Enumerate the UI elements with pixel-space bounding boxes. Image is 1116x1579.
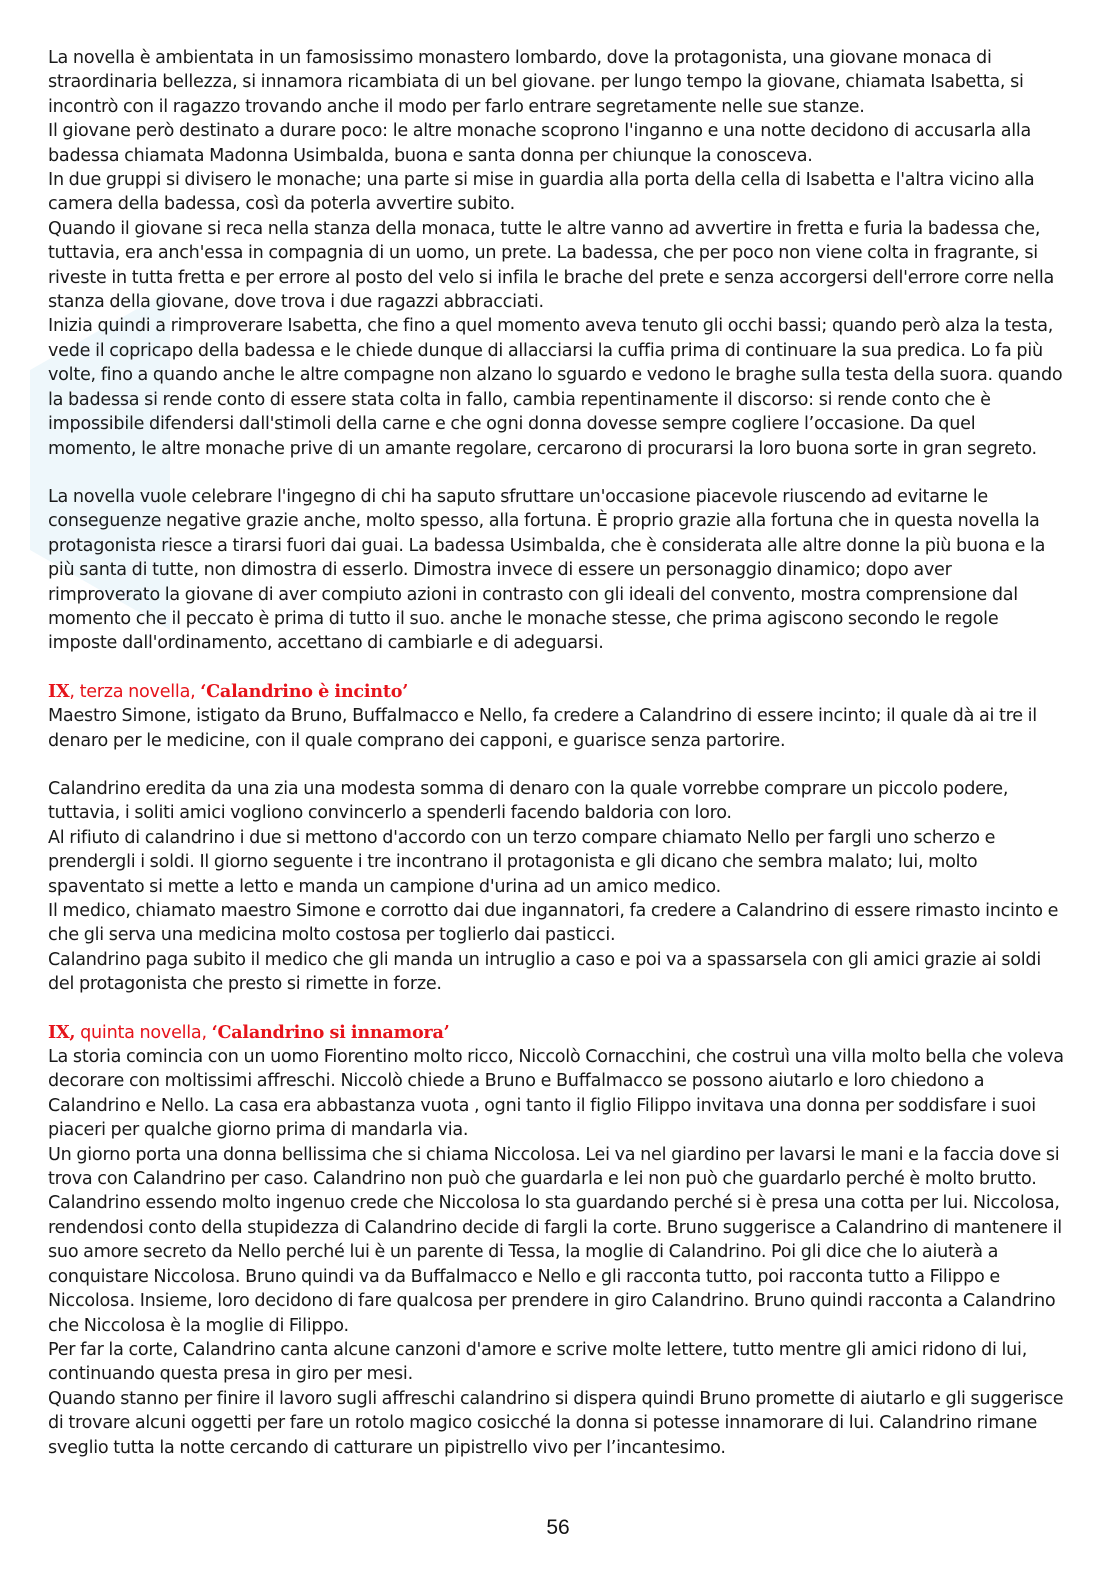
paragraph-spacer <box>48 656 1068 680</box>
paragraph: Calandrino eredita da una zia una modesta somma di denaro con la quale vorrebbe comprare un piccolo podere, tuttavia, i soliti amici vogliono convincerlo a spenderli facendo baldoria con loro. <box>48 778 1009 824</box>
paragraph: Un giorno porta una donna bellissima che si chiama Niccolosa. Lei va nel giardino per lavarsi le mani e la faccia dove si trova con Calandrino per caso. Calandrino non può che guardarla e lei non può che guardarlo perché è molto brutto. Calandrino essendo molto ingenuo crede che Niccolosa lo sta guardando perché si è presa una cotta per lui. Niccolosa, rendendosi conto della stupidezza di Calandrino decide di fargli la corte. Bruno suggerisce a Calandrino di mantenere il suo amore secreto da Nello perché lui è un parente di Tessa, la moglie di Calandrino. Poi gli dice che lo aiuterà a conquistare Niccolosa. Bruno quindi va da Buffalmacco e Nello e gli racconta tutto, poi racconta tutto a Filippo e Niccolosa. Insieme, loro decidono di fare qualcosa per prendere in giro Calandrino. Bruno quindi racconta a Calandrino che Niccolosa è la moglie di Filippo. <box>48 1144 1062 1336</box>
paragraph: Quando il giovane si reca nella stanza della monaca, tutte le altre vanno ad avvertire in fretta e furia la badessa che, tuttavia, era anch'essa in compagnia di un uomo, un prete. La badessa, che per poco non viene colta in fragrante, si riveste in tutta fretta e per errore al posto del velo si infila le brache del prete e senza accorgersi dell'errore corre nella stanza della giovane, dove trova i due ragazzi abbracciati. <box>48 218 1055 313</box>
paragraph: Il giovane però destinato a durare poco: le altre monache scoprono l'inganno e una notte decidono di accusarla alla badessa chiamata Madonna Usimbalda, buona e santa donna per chiunque la conosceva. <box>48 121 1032 166</box>
document-body <box>48 46 1068 1460</box>
page-number: 56 <box>546 1516 570 1539</box>
paragraph: La storia comincia con un uomo Fiorentino molto ricco, Niccolò Cornacchini, che costruì una villa molto bella che voleva decorare con moltissimi affreschi. Niccolò chiede a Bruno e Buffalmacco se possono aiutarlo e loro chiedono a Calandrino e Nello. La casa era abbastanza vuota , ogni tanto il figlio Filippo invitava una donna per soddisfare i suoi piaceri per qualche giorno prima di mandarla via. <box>48 1047 1064 1141</box>
heading-novella-label: , terza novella, <box>69 681 201 702</box>
heading-title: ‘Calandrino si innamora’ <box>211 1021 450 1043</box>
heading-novella-label: quinta novella, <box>75 1022 212 1043</box>
paragraph-spacer <box>48 997 1068 1021</box>
section-heading-terza-novella <box>48 680 1068 704</box>
paragraph: Calandrino paga subito il medico che gli manda un intruglio a caso e poi va a spassarsela con gli amici grazie ai soldi del protagonista che presto si rimette in forze. <box>48 949 1041 995</box>
paragraph: In due gruppi si divisero le monache; una parte si mise in guardia alla porta della cella di Isabetta e l'altra vicino alla camera della badessa, così da poterla avvertire subito. <box>48 170 1035 215</box>
paragraph: Inizia quindi a rimproverare Isabetta, che fino a quel momento aveva tenuto gli occhi bassi; quando però alza la testa, vede il copricapo della badessa e le chiede dunque di allacciarsi la cuffia prima di continuare la sua predica. Lo fa più volte, fino a quando anche le altre compagne non alzano lo sguardo e vedono le braghe sulla testa della suora. quando la badessa si rende conto di essere stata colta in fallo, cambia repentinamente il discorso: si rende conto che è impossibile difendersi dall'stimoli della carne e che ogni donna dovesse sempre cogliere l’occasione. Da quel momento, le altre monache prive di un amante regolare, cercarono di procurarsi la loro buona sorte in gran segreto. <box>48 316 1063 459</box>
paragraph-summary: Maestro Simone, istigato da Bruno, Buffalmacco e Nello, fa credere a Calandrino di essere incinto; il quale dà ai tre il denaro per le medicine, con il quale comprano dei capponi, e guarisce senza partorire. <box>48 706 1037 751</box>
paragraph: Il medico, chiamato maestro Simone e corrotto dai due ingannatori, fa credere a Calandrino di essere rimasto incinto e che gli serva una medicina molto costosa per toglierlo dai pasticci. <box>48 901 1059 946</box>
section-heading-quinta-novella <box>48 1021 1068 1045</box>
paragraph: La novella è ambientata in un famosissimo monastero lombardo, dove la protagonista, una giovane monaca di straordinaria bellezza, si innamora ricambiata di un bel giovane. per lungo tempo la giovane, chiamata Isabetta, si incontrò con il ragazzo trovando anche il modo per farlo entrare segretamente nelle sue stanze. <box>48 48 1024 117</box>
paragraph: Quando stanno per finire il lavoro sugli affreschi calandrino si dispera quindi Bruno promette di aiutarlo e gli suggerisce di trovare alcuni oggetti per fare un rotolo magico cosicché la donna si potesse innamorare di lui. Calandrino rimane sveglio tutta la notte cercando di catturare un pipistrello vivo per l’incantesimo. <box>48 1388 1064 1458</box>
paragraph-spacer <box>48 753 1068 777</box>
heading-day-number: IX <box>48 680 70 702</box>
heading-title: ‘Calandrino è incinto’ <box>200 680 409 702</box>
heading-day-number: IX, <box>48 1021 76 1043</box>
paragraph: Al rifiuto di calandrino i due si mettono d'accordo con un terzo compare chiamato Nello per fargli uno scherzo e prendergli i soldi. Il giorno seguente i tre incontrano il protagonista e gli dicano che sembra malato; lui, molto spaventato si mette a letto e manda un campione d'urina ad un amico medico. <box>48 827 996 897</box>
paragraph: La novella vuole celebrare l'ingegno di chi ha saputo sfruttare un'occasione piacevole riuscendo ad evitarne le conseguenze negative grazie anche, molto spesso, alla fortuna. È proprio grazie alla fortuna che in questa novella la protagonista riesce a tirarsi fuori dai guai. La badessa Usimbalda, che è considerata alle altre donne la più buona e la più santa di tutte, non dimostra di esserlo. Dimostra invece di essere un personaggio dinamico; dopo aver rimproverato la giovane di aver compiuto azioni in contrasto con gli ideali del convento, mostra comprensione dal momento che il peccato è prima di tutto il suo. anche le monache stesse, che prima agiscono secondo le regole imposte dall'ordinamento, accettano di cambiarle e di adeguarsi. <box>48 486 1046 654</box>
paragraph-spacer <box>48 461 1068 485</box>
paragraph: Per far la corte, Calandrino canta alcune canzoni d'amore e scrive molte lettere, tutto mentre gli amici ridono di lui, continuando questa presa in giro per mesi. <box>48 1339 1028 1385</box>
